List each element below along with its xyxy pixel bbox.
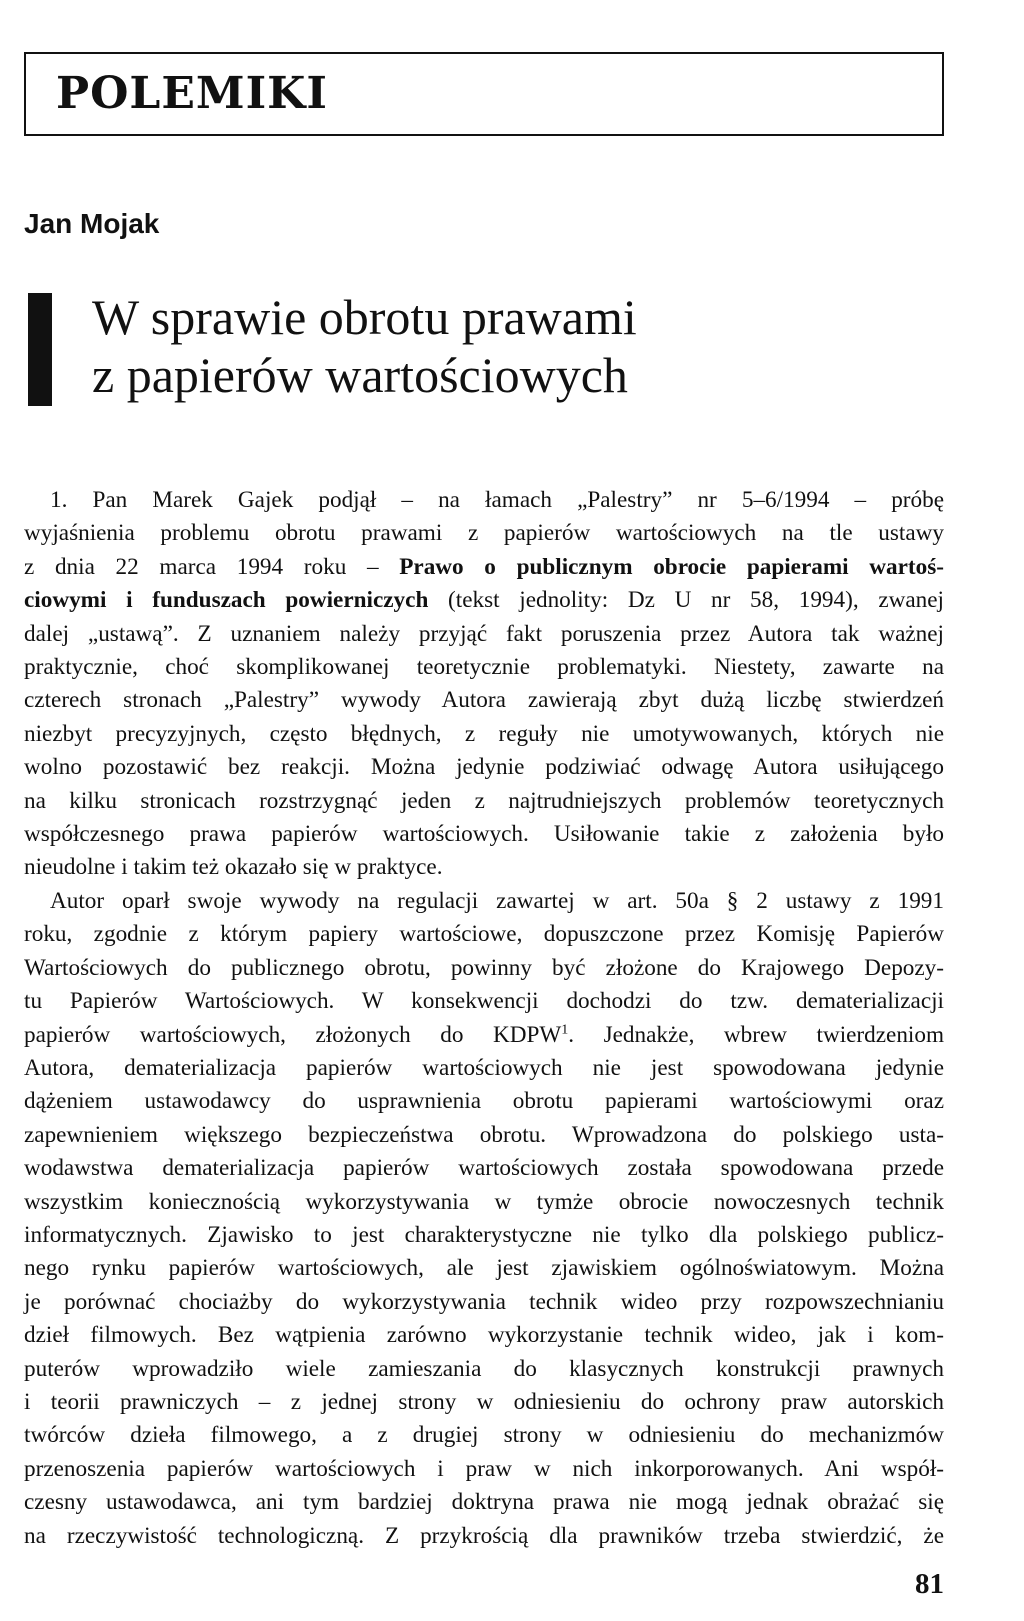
body-line: praktycznie, choć skomplikowanej teoretycznie problematyki. Niestety, zawarte na [24, 654, 944, 681]
section-header-box [24, 52, 944, 136]
emphasized-act-title: ciowymi i funduszach powierniczych [24, 587, 429, 614]
body-line: puterów wprowadziło wiele zamieszania do klasycznych konstrukcji prawnych [24, 1355, 944, 1382]
body-line: ciowymi i funduszach powierniczych (tekst jednolity: Dz U nr 58, 1994), zwanej [24, 587, 944, 614]
body-line: współczesnego prawa papierów wartościowych. Usiłowanie takie z założenia było [24, 821, 944, 848]
body-line: nego rynku papierów wartościowych, ale jest zjawiskiem ogólnoświatowym. Można [24, 1255, 944, 1282]
body-line: wodawstwa dematerializacja papierów wartościowych została spowodowana przede [24, 1155, 944, 1182]
body-line: informatycznych. Zjawisko to jest charakterystyczne nie tylko dla polskiego publicz- [24, 1221, 944, 1248]
body-line: czterech stronach „Palestry” wywody Autora zawierają zbyt dużą liczbę stwierdzeń [24, 687, 944, 714]
body-line: zapewnieniem większego bezpieczeństwa obrotu. Wprowadzona do polskiego usta- [24, 1121, 944, 1148]
body-line: 1. Pan Marek Gajek podjął – na łamach „Palestry” nr 5–6/1994 – próbę [50, 487, 944, 513]
body-line: wolno pozostawić bez reakcji. Można jedynie podziwiać odwagę Autora usiłującego [24, 754, 944, 781]
body-line: dążeniem ustawodawcy do usprawnienia obrotu papierami wartościowymi oraz [24, 1088, 944, 1115]
body-line: Autora, dematerializacja papierów wartościowych nie jest spowodowana jedynie [24, 1054, 944, 1081]
body-line: niezbyt precyzyjnych, często błędnych, z reguły nie umotywowanych, których nie [24, 720, 944, 747]
body-line: nieudolne i takim też okazało się w praktyce. [24, 854, 443, 881]
body-line: przenoszenia papierów wartościowych i praw w nich inkorporowanych. Ani współ- [24, 1455, 944, 1482]
body-line: dalej „ustawą”. Z uznaniem należy przyjąć fakt poruszenia przez Autora tak ważnej [24, 620, 944, 647]
body-line: tu Papierów Wartościowych. W konsekwencji dochodzi do tzw. dematerializacji [24, 988, 944, 1015]
article-title [92, 288, 952, 404]
body-line: wszystkim koniecznością wykorzystywania w tymże obrocie nowoczesnych technik [24, 1188, 944, 1215]
body-line: Wartościowych do publicznego obrotu, powinny być złożone do Krajowego Depozy- [24, 954, 944, 981]
body-line: z dnia 22 marca 1994 roku – Prawo o publicznym obrocie papierami wartoś- [24, 553, 944, 580]
body-line: twórców dzieła filmowego, a z drugiej strony w odniesieniu do mechanizmów [24, 1422, 944, 1449]
article-author: Jan Mojak [24, 208, 160, 239]
body-line: roku, zgodnie z którym papiery wartościowe, dopuszczone przez Komisję Papierów [24, 921, 944, 948]
body-line: wyjaśnienia problemu obrotu prawami z papierów wartościowych na tle ustawy [24, 520, 944, 547]
article-title-line: z papierów wartościowych [92, 347, 628, 403]
page-number: 81 [915, 1568, 944, 1600]
footnote-reference[interactable]: 1 [561, 1021, 569, 1037]
body-line: papierów wartościowych, złożonych do KDPW$^1$. Jednakże, wbrew twierdzeniom [24, 1021, 944, 1048]
section-title: POLEMIKI [56, 68, 328, 119]
body-line: na rzeczywistość technologiczną. Z przykrością dla prawników trzeba stwierdzić, że [24, 1522, 944, 1549]
body-line: Autor oparł swoje wywody na regulacji zawartej w art. 50a § 2 ustawy z 1991 [50, 887, 944, 914]
article-title-line: W sprawie obrotu prawami [92, 289, 637, 345]
emphasized-act-title: Prawo o publicznym obrocie papierami wartoś- [399, 553, 944, 580]
body-line: na kilku stronicach rozstrzygnąć jeden z najtrudniejszych problemów teoretycznych [24, 787, 944, 814]
body-line: dzieł filmowych. Bez wątpienia zarówno wykorzystanie technik wideo, jak i kom- [24, 1322, 944, 1349]
body-line: czesny ustawodawca, ani tym bardziej doktryna prawa nie mogą jednak obrażać się [24, 1489, 944, 1516]
title-accent-bar [28, 293, 52, 406]
body-line: i teorii prawniczych – z jednej strony w odniesieniu do ochrony praw autorskich [24, 1388, 944, 1415]
article-body [24, 484, 944, 1553]
body-line: je porównać chociażby do wykorzystywania technik wideo przy rozpowszechnianiu [24, 1288, 944, 1315]
